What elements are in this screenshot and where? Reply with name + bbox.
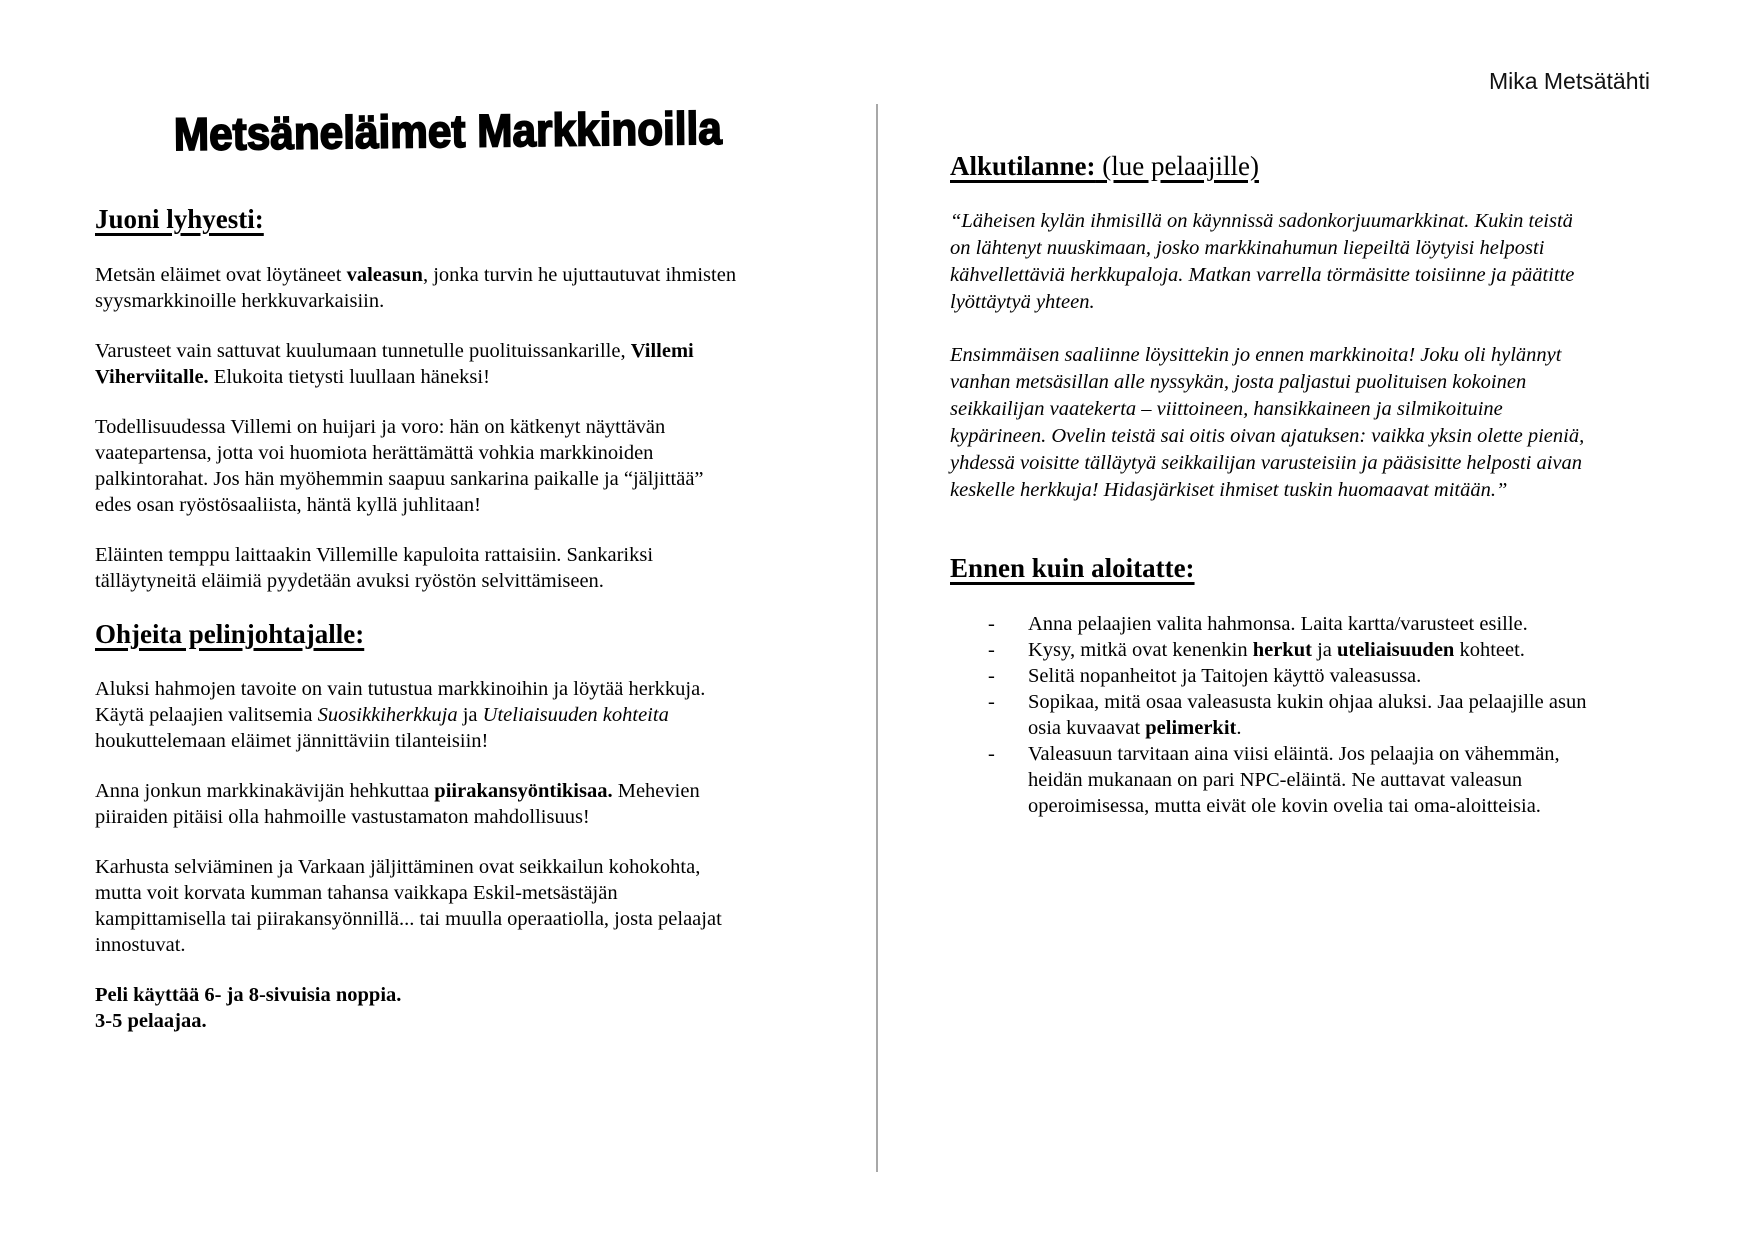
dash-bullet-marker: - xyxy=(988,638,995,661)
text-run: ja xyxy=(457,703,483,726)
read-aloud-quote-2: Ensimmäisen saaliinne löysittekin jo ennen markkinoita! Joku oli hylännyt vanhan metsäsillan alle nyssykän, josta paljastui puolituisen kokoinen seikkailijan vaatekerta – viittoineen, hansikkaineen ja silmikoituine kypärineen. Ovelin teistä sai oitis oivan ajatuksen: vaikka yksin olette pieniä, yhdessä voisitte tälläytyä seikkailijan varusteisiin ja pääsisitte helposti aivan keskelle herkkuja! Hidasjärkiset ihmiset tuskin huomaavat mitään.” xyxy=(950,344,1585,502)
left-column xyxy=(95,101,740,1034)
text-run: Metsän eläimet ovat löytäneet xyxy=(95,263,347,286)
heading-before-start: Ennen kuin aloitatte: xyxy=(950,553,1195,584)
paragraph-highlights: Karhusta selviäminen ja Varkaan jäljittäminen ovat seikkailun kohokohta, mutta voit korvata kumman tahansa vaikkapa Eskil-metsästäjän kampittamisella tai piirakansyönnillä... tai muulla operaatiolla, josta pelaajat innostuvat. xyxy=(95,855,722,956)
text-run: Anna jonkun markkinakävijän hehkuttaa xyxy=(95,779,435,802)
heading-plot-summary: Juoni lyhyesti: xyxy=(95,204,264,235)
bold-text: herkut xyxy=(1252,638,1312,661)
dash-bullet-marker: - xyxy=(988,664,995,687)
heading-initial-situation xyxy=(950,150,1595,182)
right-column xyxy=(950,150,1595,819)
list-item xyxy=(950,741,1595,819)
paragraph-animals-trick: Eläinten temppu laittaakin Villemille kapuloita rattaisiin. Sankariksi tälläytyneitä eläimiä pyydetään avuksi ryöstön selvittämiseen. xyxy=(95,543,654,592)
title-block xyxy=(95,101,740,161)
text-run: ja xyxy=(1311,638,1337,661)
checklist xyxy=(950,611,1595,819)
text-run: , jonka turvin he ujuttautuvat ihmisten syysmarkkinoille herkkuvarkaisiin. xyxy=(95,263,737,312)
italic-text: Uteliaisuuden kohteita xyxy=(482,703,669,726)
text-run: Varusteet vain sattuvat kuulumaan tunnetulle puolituissankarille, xyxy=(95,339,631,362)
dash-bullet-marker: - xyxy=(988,612,995,635)
list-item xyxy=(950,637,1595,663)
list-item xyxy=(950,663,1595,689)
text-run: kohteet. xyxy=(1454,638,1525,661)
dash-bullet-marker: - xyxy=(988,690,995,713)
text-run: Mehevien piiraiden pitäisi olla hahmoille vastustamaton mahdollisuus! xyxy=(95,779,700,828)
read-aloud-quote-1: “Läheisen kylän ihmisillä on käynnissä sadonkorjuumarkkinat. Kukin teistä on lähtenyt nuuskimaan, josko markkinahumun liepeiltä löytyisi helposti kähvellettäviä herkkupaloja. Matkan varrella törmäsitte toisiinne ja päätitte lyöttäytyä yhteen. xyxy=(950,210,1575,314)
bold-text: piirakansyöntikisaa. xyxy=(434,779,613,802)
text-run: . xyxy=(1236,716,1242,739)
paragraph-disguise xyxy=(95,262,740,314)
list-item xyxy=(950,611,1595,637)
text-run: Elukoita tietysti luullaan häneksi! xyxy=(208,365,490,388)
italic-text: Suosikkiherkkuja xyxy=(317,703,458,726)
heading-normal-part: (lue pelaajille) xyxy=(1095,151,1259,181)
column-divider xyxy=(876,104,878,1172)
text-run: Sopikaa, mitä osaa valeasusta kukin ohjaa aluksi. Jaa pelaajille asun osia kuvaavat xyxy=(1028,690,1587,739)
list-item-text: Anna pelaajien valita hahmonsa. Laita kartta/varusteet esille. xyxy=(1028,612,1528,635)
heading-gm-instructions: Ohjeita pelinjohtajalle: xyxy=(95,618,365,649)
dash-bullet-marker: - xyxy=(988,742,995,765)
bold-text: valeasun xyxy=(346,263,423,286)
list-item-text: Selitä nopanheitot ja Taitojen käyttö valeasussa. xyxy=(1028,664,1422,687)
players-note: 3-5 pelaajaa. xyxy=(95,1009,207,1032)
list-item-text: Valeasuun tarvitaan aina viisi eläintä. Jos pelaajia on vähemmän, heidän mukanaan on pari NPC-eläintä. Ne auttavat valeasun operoimisessa, mutta eivät ole kovin ovelia tai oma-aloitteisia. xyxy=(1028,742,1560,817)
dice-note: Peli käyttää 6- ja 8-sivuisia noppia. xyxy=(95,983,402,1006)
text-run: Kysy, mitkä ovat kenenkin xyxy=(1028,638,1253,661)
bold-text: uteliaisuuden xyxy=(1336,638,1455,661)
heading-bold-part: Alkutilanne: xyxy=(950,151,1096,181)
text-run: Aluksi hahmojen tavoite on vain tutustua markkinoihin ja löytää herkkuja. Käytä pelaajien valitsemia xyxy=(95,677,706,726)
bold-text: Villemi Viherviitalle. xyxy=(95,339,694,388)
paragraph-gear xyxy=(95,338,740,390)
author-name: Mika Metsätähti xyxy=(1488,68,1650,94)
paragraph-goals xyxy=(95,676,740,754)
list-item-text xyxy=(1028,637,1595,663)
bold-text: pelimerkit xyxy=(1145,716,1237,739)
paragraph-villain: Todellisuudessa Villemi on huijari ja voro: hän on kätkenyt näyttävän vaatepartensa, jotta voi huomiota herättämättä vohkia markkinoiden palkintorahat. Jos hän myöhemmin saapuu sankarina paikalle ja “jäljittää” edes osan ryöstösaaliista, häntä kyllä juhlitaan! xyxy=(95,415,704,516)
document-title: Metsäneläimet Markkinoilla xyxy=(173,101,723,161)
text-run: houkuttelemaan eläimet jännittäviin tilanteisiin! xyxy=(95,729,489,752)
paragraph-pie-contest xyxy=(95,778,740,830)
list-item-text xyxy=(1028,689,1595,741)
list-item xyxy=(950,689,1595,741)
